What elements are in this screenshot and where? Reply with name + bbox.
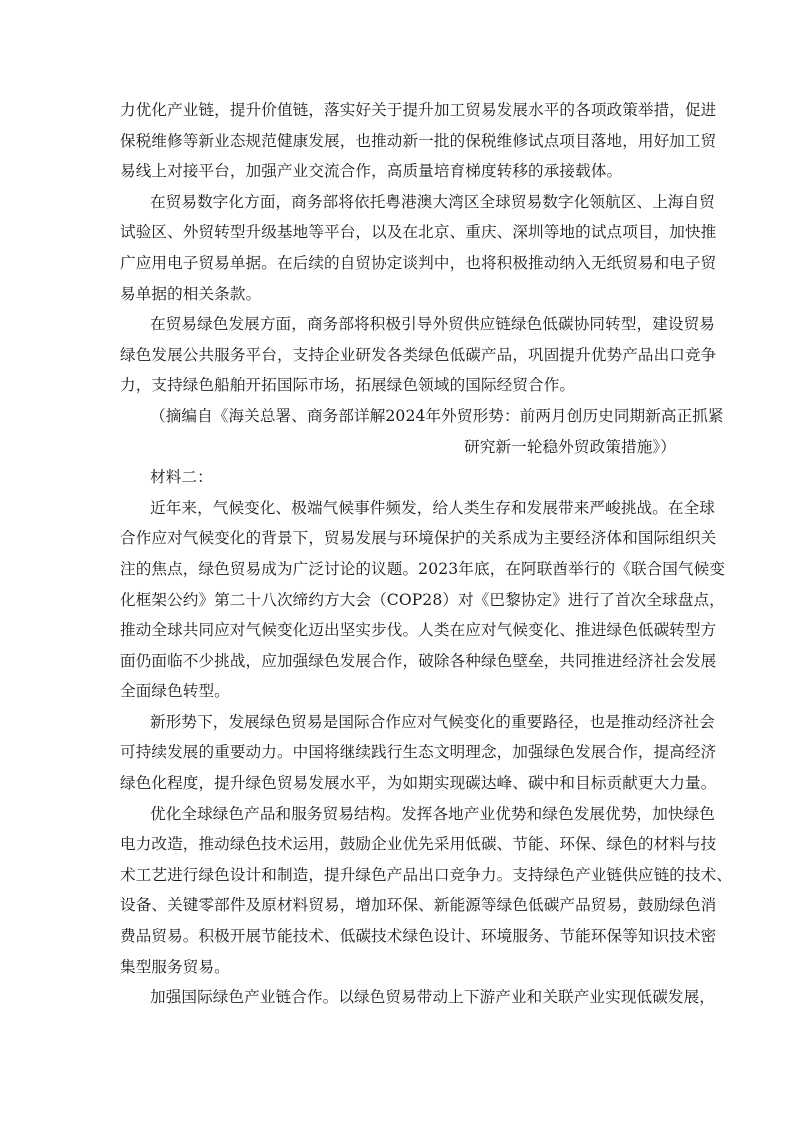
text-line: （摘编自《海关总署、商务部详解2024年外贸形势：前两月创历史同期新高正抓紧 <box>150 406 724 425</box>
text-line: 优化全球绿色产品和服务贸易结构。发挥各地产业优势和绿色发展优势，加快绿色 <box>150 804 715 823</box>
text-line: 试验区、外贸转型升级基地等平台，以及在北京、重庆、深圳等地的试点项目，加快推 <box>120 223 717 242</box>
text-line: 化框架公约》第二十八次缔约方大会（COP28）对《巴黎协定》进行了首次全球盘点， <box>120 590 725 609</box>
text-line: 推动全球共同应对气候变化迈出坚实步伐。人类在应对气候变化、推进绿色低碳转型方 <box>120 621 717 640</box>
text-line: 新形势下，发展绿色贸易是国际合作应对气候变化的重要路径，也是推动经济社会 <box>150 712 715 731</box>
paragraph-industry-chain-cooperation <box>120 982 715 1013</box>
text-line: 注的焦点，绿色贸易成为广泛讨论的议题。2023年底，在阿联酋举行的《联合国气候变 <box>120 559 726 578</box>
paragraph-optimize-structure <box>120 799 733 983</box>
text-line: 可持续发展的重要动力。中国将继续践行生态文明理念，加强绿色发展合作，提高经济 <box>120 743 717 762</box>
section-heading: 材料二： <box>150 468 213 487</box>
text-line: 绿色发展公共服务平台，支持企业研发各类绿色低碳产品，巩固提升优势产品出口竞争 <box>120 345 717 364</box>
text-line: 易线上对接平台，加强产业交流合作，高质量培育梯度转移的承接载体。 <box>120 162 623 181</box>
source-citation <box>120 401 724 462</box>
text-line: 全面绿色转型。 <box>120 682 230 701</box>
text-line: 在贸易绿色发展方面，商务部将积极引导外贸供应链绿色低碳协同转型，建设贸易 <box>150 315 715 334</box>
text-line: 力优化产业链，提升价值链，落实好关于提升加工贸易发展水平的各项政策举措，促进 <box>120 101 717 119</box>
paragraph-processing-trade <box>120 95 717 187</box>
text-line: 在贸易数字化方面，商务部将依托粤港澳大湾区全球贸易数字化领航区、上海自贸 <box>150 192 715 211</box>
text-line: 力，支持绿色船舶开拓国际市场，拓展绿色领域的国际经贸合作。 <box>120 376 576 395</box>
text-line: 近年来，气候变化、极端气候事件频发，给人类生存和发展带来严峻挑战。在全球 <box>150 498 715 517</box>
paragraph-green-trade-development <box>120 309 717 401</box>
text-line: 集型服务贸易。 <box>120 957 230 976</box>
text-line: 加强国际绿色产业链合作。以绿色贸易带动上下游产业和关联产业实现低碳发展， <box>150 988 715 1007</box>
text-line: 术工艺进行绿色设计和制造，提升绿色产品出口竞争力。支持绿色产业链供应链的技术、 <box>120 865 733 884</box>
paragraph-climate-change <box>120 493 726 707</box>
paragraph-trade-digitalization <box>120 187 717 309</box>
text-line: 研究新一轮稳外贸政策措施》） <box>464 437 676 456</box>
material-label <box>120 462 676 493</box>
text-line: 面仍面临不少挑战，应加强绿色发展合作，破除各种绿色壁垒，共同推进经济社会发展 <box>120 651 717 670</box>
text-line: 绿色化程度，提升绿色贸易发展水平，为如期实现碳达峰、碳中和目标贡献更大力量。 <box>120 774 717 793</box>
paragraph-new-situation <box>120 707 717 799</box>
text-line: 广应用电子贸易单据。在后续的自贸协定谈判中，也将积极推动纳入无纸贸易和电子贸 <box>120 253 717 272</box>
document-page <box>120 95 733 1013</box>
text-line: 费品贸易。积极开展节能技术、低碳技术绿色设计、环境服务、节能环保等知识技术密 <box>120 927 717 946</box>
text-line: 易单据的相关条款。 <box>120 284 262 303</box>
text-line: 保税维修等新业态规范健康发展，也推动新一批的保税维修试点项目落地，用好加工贸 <box>120 131 717 150</box>
text-line: 合作应对气候变化的背景下，贸易发展与环境保护的关系成为主要经济体和国际组织关 <box>120 529 717 548</box>
text-line: 电力改造，推动绿色技术运用，鼓励企业优先采用低碳、节能、环保、绿色的材料与技 <box>120 835 717 854</box>
text-line: 设备、关键零部件及原材料贸易，增加环保、新能源等绿色低碳产品贸易，鼓励绿色消 <box>120 896 717 915</box>
